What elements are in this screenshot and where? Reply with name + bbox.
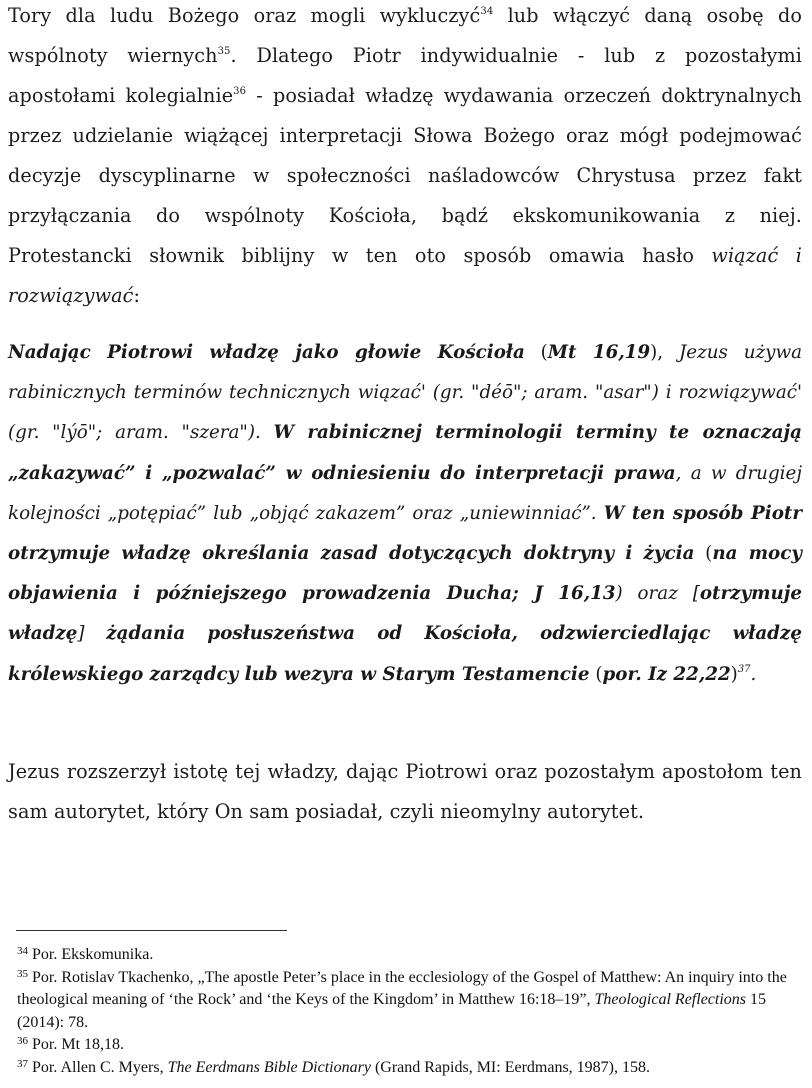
paragraph-text: Jezus rozszerzył istotę tej władzy, dając Piotrowi oraz pozostałym apostołom ten sam autorytet, który On sam posiadał, czyli nieomylny autorytet. [8, 760, 802, 823]
footnote-text: 15 (2014): 78. [17, 991, 767, 1031]
italic-term: wiązać i rozwiązywać [8, 244, 802, 307]
body-paragraph-1 [8, 0, 802, 316]
footnote-text: Por. Mt 18,18. [32, 1036, 125, 1054]
footnote-number: 34 [17, 945, 28, 957]
body-paragraph-2 [8, 752, 802, 832]
quote-bold: otrzymuje władzę [8, 583, 802, 645]
footnote-number: 35 [17, 967, 28, 980]
paragraph-text: lub włączyć daną osobę do wspólnoty wiernych [8, 4, 802, 67]
paragraph-text: - posiadał władzę wydawania orzeczeń doktrynalnych przez udzielanie wiążącej interpretacji Słowa Bożego oraz mógł podejmować decyzje dyscyplinarne w społeczności naśladowców Chrystusa przez fakt przyłączania do wspólnoty Kościoła, bądź ekskomunikowania z niej. Protestancki słownik biblijny w ten oto sposób omawia hasło [8, 84, 802, 267]
quote-bold: W rabinicznej terminologii terminy te oznaczają „zakazywać” i „pozwalać” w odniesieniu do interpretacji prawa [8, 422, 802, 484]
quote-bold: por. Iz 22,22 [602, 663, 731, 685]
paragraph-text: . Dlatego Piotr indywidualnie - lub z pozostałymi apostołami kolegialnie [8, 44, 802, 107]
quote-punct: ) [730, 663, 738, 685]
quote-punct: ( [524, 342, 548, 363]
quote-bold: żądania posłuszeństwa od Kościoła, odzwierciedlając władzę królewskiego zarządcy lub wezyra w Starym Testamencie [8, 623, 802, 685]
quote-punct: ] [77, 623, 107, 645]
quote-punct: ), [650, 342, 679, 363]
footnote-ref-36[interactable]: 36 [233, 86, 247, 97]
footnote-text: (Grand Rapids, MI: Eerdmans, 1987), 158. [370, 1058, 650, 1076]
footnote-number: 36 [17, 1035, 28, 1048]
footnote-36 [17, 1034, 807, 1057]
footnote-ref-35[interactable]: 35 [217, 46, 231, 57]
quote-punct: . [750, 663, 757, 685]
quote-punct: ( [589, 663, 603, 685]
quote-italic: Jezus używa rabinicznych terminów technicznych wiązać' (gr. "déō"; aram. "asar") i rozwiązywać' (gr. "lýō"; aram. "szera"). [8, 342, 803, 444]
footnotes [17, 944, 807, 1080]
footnote-number: 37 [17, 1057, 28, 1070]
footnote-35 [17, 967, 807, 1035]
footnote-text: Por. Ekskomunika. [32, 946, 154, 963]
paragraph-text: : [133, 284, 141, 307]
footnote-text: Por. Rotislav Tkachenko, „The apostle Peter’s place in the ecclesiology of the Gospel of Matthew: An inquiry into the theological meaning of ‘the Rock’ and ‘the Keys of the Kingdom’ in Matthew 16:18–19”, [17, 968, 787, 1009]
footnote-34 [17, 944, 807, 967]
footnote-ref-34[interactable]: 34 [480, 6, 494, 17]
quote-bold: na mocy objawienia i późniejszego prowadzenia Ducha; J 16,13 [8, 543, 802, 605]
footnote-title: Theological Reflections [594, 991, 747, 1009]
quote-punct: ( [694, 543, 713, 565]
footnote-text: Por. Allen C. Myers, [32, 1058, 168, 1076]
quote-bold: Nadając Piotrowi władzę jako głowie Kościoła [8, 342, 525, 363]
quote-bold: Mt 16,19 [547, 342, 651, 363]
footnote-37 [17, 1057, 807, 1080]
quote-italic: , a w drugiej kolejności „potępiać” lub „objąć zakazem” oraz „uniewinniać”. [8, 462, 802, 524]
footnote-separator [16, 930, 287, 931]
footnote-ref-37[interactable]: 37 [737, 663, 751, 675]
quote-bold: W ten sposób Piotr otrzymuje władzę określania zasad dotyczących doktryny i życia [8, 502, 802, 565]
footnote-title: The Eerdmans Bible Dictionary [167, 1058, 371, 1076]
block-quote [8, 333, 802, 695]
paragraph-text: Tory dla ludu Bożego oraz mogli wykluczyć [8, 4, 481, 27]
quote-punct: ) oraz [ [615, 583, 700, 605]
